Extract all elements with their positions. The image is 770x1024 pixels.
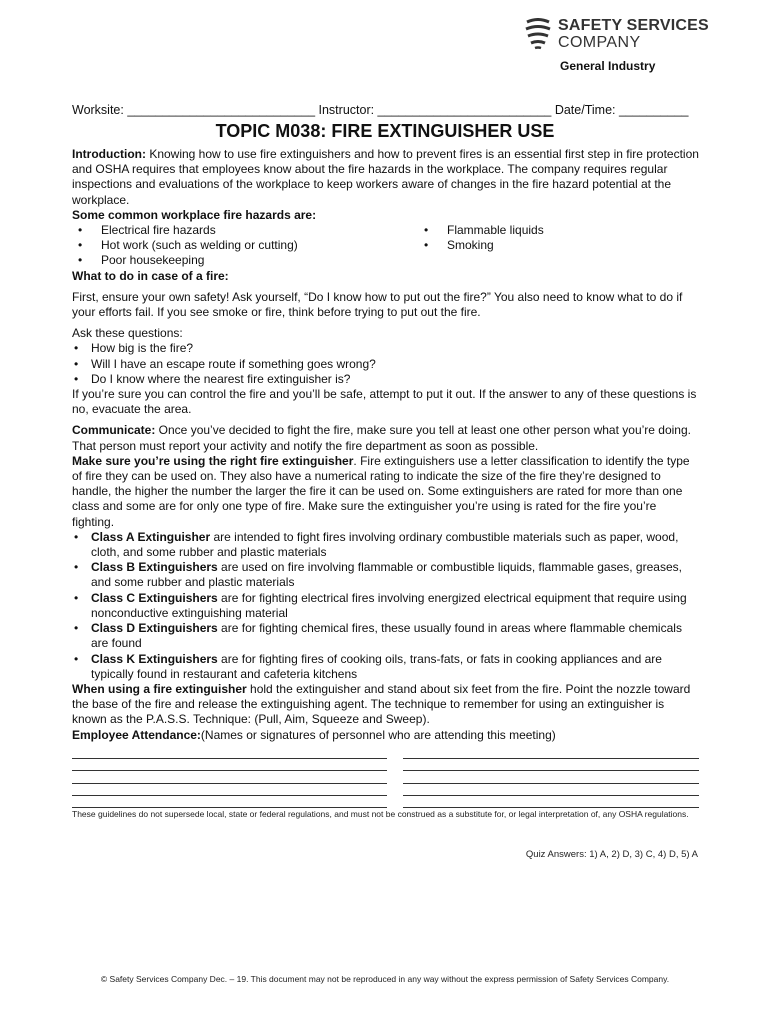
worksite-instructor-date-line: Worksite: ___________________________ Instructor: _________________________ Date/Time: __________ — [72, 103, 689, 117]
signature-line[interactable] — [403, 772, 699, 784]
hazards-heading: Some common workplace fire hazards are: — [72, 207, 317, 222]
class-lead: Class A Extinguisher — [91, 529, 211, 544]
extinguisher-classes-list — [72, 530, 699, 682]
signature-line[interactable] — [72, 772, 387, 784]
industry-label: General Industry — [560, 59, 656, 73]
logo-line-1: SAFETY SERVICES — [558, 17, 709, 34]
class-text: are for fighting fires of cooking oils, trans-fats, or fats in cooking appliances and are typically found in restaurant and cafeteria kitchens — [91, 651, 662, 681]
intro-paragraph — [72, 147, 699, 208]
class-text: are for fighting chemical fires, these usually found in areas where flammable chemicals are found — [91, 621, 682, 651]
right-extinguisher-text: . Fire extinguishers use a letter classification to identify the type of fire they can be used on. They also have a numerical rating to indicate the size of the fire they’re designed to handle, the higher the number the larger the fire it can be used on. Some extinguishers are rated for more than one class and some are for only one type of fire. Make sure the extinguisher you’re using is rated for the fire you’re fighting. — [72, 453, 690, 529]
company-logo — [524, 17, 709, 51]
document-body — [72, 147, 699, 820]
class-lead: Class D Extinguishers — [91, 621, 218, 636]
question-item: • How big is the fire? — [72, 341, 699, 356]
class-item — [72, 591, 699, 621]
attendance-paragraph — [72, 728, 699, 743]
questions-after-text: If you’re sure you can control the fire and you’ll be safe, attempt to put it out. If the answer to any of these questions is no, evacuate the area. — [72, 387, 697, 417]
signature-line[interactable] — [403, 796, 699, 808]
signature-line[interactable] — [403, 747, 699, 759]
communicate-paragraph — [72, 423, 699, 453]
copyright-footer: © Safety Services Company Dec. – 19. This document may not be reproduced in any way without the express permission of Safety Services Company. — [100, 974, 670, 984]
using-text: hold the extinguisher and stand about six feet from the fire. Point the nozzle toward the base of the fire and release the extinguishing agent. The technique to remember for using an extinguisher is known as the P.A.S.S. Technique: (Pull, Aim, Squeeze and Sweep). — [72, 681, 691, 727]
class-item — [72, 652, 699, 682]
signature-line[interactable] — [403, 784, 699, 796]
signature-line[interactable] — [72, 796, 387, 808]
class-lead: Class K Extinguishers — [91, 651, 218, 666]
hazard-item: • Electrical fire hazards — [72, 223, 418, 238]
signature-line[interactable] — [72, 759, 387, 771]
question-item: • Will I have an escape route if something goes wrong? — [72, 357, 699, 372]
using-extinguisher-paragraph — [72, 682, 699, 728]
communicate-text: Once you’ve decided to fight the fire, make sure you tell at least one other person what you’re doing. That person must report your activity and notify the fire department as soon as possible. — [72, 423, 691, 453]
logo-line-2: COMPANY — [558, 34, 641, 51]
class-item — [72, 621, 699, 651]
attendance-text: (Names or signatures of personnel who are attending this meeting) — [200, 727, 556, 742]
signature-line[interactable] — [403, 759, 699, 771]
communicate-lead: Communicate: — [72, 423, 156, 438]
class-text: are intended to fight fires involving ordinary combustible materials such as paper, wood, cloth, and some rubber and plastic materials — [91, 529, 679, 560]
questions-heading: Ask these questions: — [72, 326, 183, 341]
disclaimer: These guidelines do not supersede local, state or federal regulations, and must not be construed as a substitute for, or legal interpretation of, any OSHA regulations. — [72, 808, 689, 819]
right-extinguisher-paragraph — [72, 454, 699, 530]
what-to-do-heading: What to do in case of a fire: — [72, 268, 229, 283]
hazard-item: • Poor housekeeping — [72, 253, 418, 268]
hazard-item: • Hot work (such as welding or cutting) — [72, 238, 418, 253]
class-text: are used on fire involving flammable or combustible liquids, flammable gases, greases, and some rubber and plastic materials — [91, 560, 682, 590]
attendance-lead: Employee Attendance: — [72, 727, 201, 742]
signature-line[interactable] — [72, 784, 387, 796]
intro-lead: Introduction: — [72, 147, 146, 161]
right-extinguisher-lead: Make sure you’re using the right fire extinguisher — [72, 453, 354, 468]
hazard-item: • Smoking — [418, 238, 698, 253]
signature-lines — [72, 747, 699, 809]
class-lead: Class B Extinguishers — [91, 560, 218, 575]
hazard-item: • Flammable liquids — [418, 223, 698, 238]
class-lead: Class C Extinguishers — [91, 590, 218, 605]
intro-text: Knowing how to use fire extinguishers and how to prevent fires is an essential first step in fire protection and OSHA requires that employees know about the fire hazards in the workplace. The company requires regular inspections and evaluations of the workplace to keep workers aware of changes in the fire hazard potential at the workplace. — [72, 147, 699, 207]
hazards-list — [72, 223, 699, 269]
using-lead: When using a fire extinguisher — [72, 681, 247, 696]
logo-mark-icon — [524, 18, 552, 50]
class-text: are for fighting electrical fires involving energized electrical equipment that require using nonconductive extinguishing material — [91, 590, 687, 620]
class-item — [72, 530, 699, 560]
questions-list — [72, 341, 699, 387]
question-item: • Do I know where the nearest fire extinguisher is? — [72, 372, 699, 387]
class-item — [72, 560, 699, 590]
quiz-answers: Quiz Answers: 1) A, 2) D, 3) C, 4) D, 5) A — [525, 849, 698, 860]
what-to-do-text: First, ensure your own safety! Ask yourself, “Do I know how to put out the fire?” You also need to know what to do if your efforts fail. If you see smoke or fire, think before trying to put out the fire. — [72, 289, 683, 320]
signature-line[interactable] — [72, 747, 387, 759]
page-title: TOPIC M038: FIRE EXTINGUISHER USE — [215, 121, 555, 141]
